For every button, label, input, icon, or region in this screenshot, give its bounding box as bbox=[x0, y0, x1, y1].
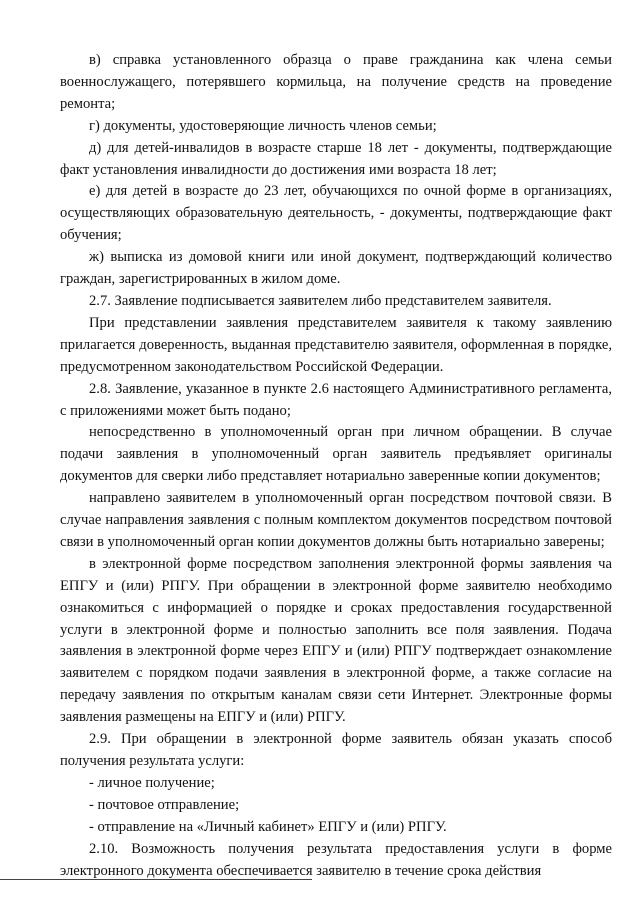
list-item-personal-receipt: - личное получение; bbox=[89, 774, 215, 791]
paragraph-postal-submission: направлено заявителем в уполномоченный орган посредством почтовой связи. В случае направления заявления с полным комплектом документов посредством почтовой связи в уполномоченный орган копии документов должны быть нотариально заверены; bbox=[60, 490, 612, 550]
paragraph-zh-house-register: ж) выписка из домовой книги или иной документ, подтверждающий количество граждан, зарегистрированных в жилом доме. bbox=[60, 249, 612, 288]
paragraph-2-9: 2.9. При обращении в электронной форме заявитель обязан указать способ получения результата услуги: bbox=[60, 731, 612, 769]
paragraph-2-7: 2.7. Заявление подписывается заявителем либо представителем заявителя. bbox=[89, 292, 552, 309]
paragraph-representative: При представлении заявления представителем заявителя к такому заявлению прилагается доверенность, выданная представителю заявителя, оформленная в порядке, предусмотренном законодательством Российской Федерации. bbox=[60, 314, 612, 375]
footnote-divider bbox=[0, 879, 312, 880]
document-body bbox=[60, 50, 612, 882]
list-item-postal-delivery: - почтовое отправление; bbox=[89, 796, 240, 813]
paragraph-personal-submission: непосредственно в уполномоченный орган при личном обращении. В случае подачи заявления в уполномоченный орган заявитель предъявляет оригиналы документов для сверки либо представляет нотариально заверенные копии документов; bbox=[60, 424, 612, 485]
paragraph-2-8: 2.8. Заявление, указанное в пункте 2.6 настоящего Административного регламента, с приложениями может быть подано; bbox=[60, 380, 612, 419]
paragraph-2-10: 2.10. Возможность получения результата предоставления услуги в форме электронного документа обеспечивается заявителю в течение срока действия bbox=[60, 840, 612, 879]
paragraph-g-identity-documents: г) документы, удостоверяющие личность членов семьи; bbox=[89, 117, 437, 134]
paragraph-e-students: е) для детей в возрасте до 23 лет, обучающихся по очной форме в организациях, осуществляющих образовательную деятельность, - документы, подтверждающие факт обучения; bbox=[60, 183, 612, 244]
paragraph-d-disabled-children: д) для детей-инвалидов в возрасте старше 18 лет - документы, подтверждающие факт установления инвалидности до достижения ими возраста 18 лет; bbox=[60, 139, 612, 178]
paragraph-electronic-submission: в электронной форме посредством заполнения электронной формы заявления ча ЕПГУ и (или) РПГУ. При обращении в электронной форме заявителю необходимо ознакомиться с информацией о порядке и сроках предоставления государственной услуги в электронной форме и полностью заполнить все поля заявления. Подача заявления в электронной форме через ЕПГУ и (или) РПГУ подтверждает ознакомление заявителем с порядком подачи заявления в электронной форме, а также согласие на передачу заявления по открытым каналам связи сети Интернет. Электронные формы заявления размещены на ЕПГУ и (или) РПГУ. bbox=[60, 555, 612, 726]
list-item-personal-account: - отправление на «Личный кабинет» ЕПГУ и (или) РПГУ. bbox=[89, 818, 447, 835]
paragraph-v-certificate: в) справка установленного образца о праве гражданина как члена семьи военнослужащего, потерявшего кормильца, на получение средств на проведение ремонта; bbox=[60, 52, 612, 112]
